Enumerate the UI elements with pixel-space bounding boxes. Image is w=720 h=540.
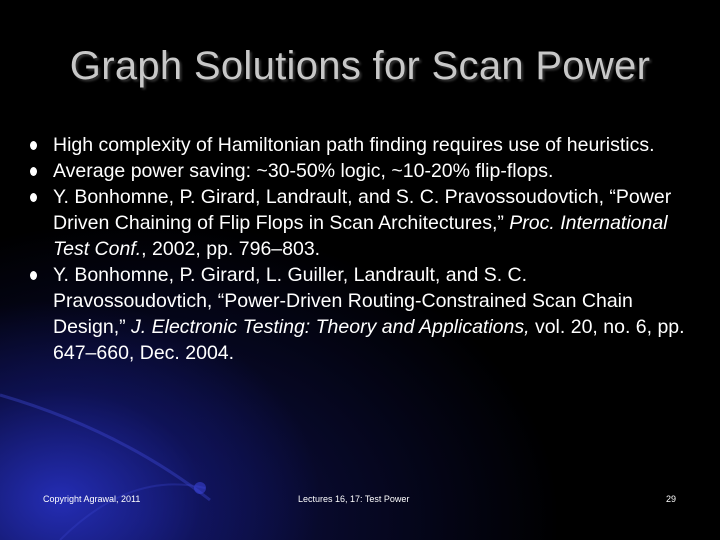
bullet-text: High complexity of Hamiltonian path finding requires use of heuristics. [53, 134, 655, 156]
footer-lecture: Lectures 16, 17: Test Power [298, 494, 410, 504]
bullet-dot-icon [30, 167, 37, 176]
slide-title: Graph Solutions for Scan Power [69, 44, 651, 88]
bullet-item [30, 262, 690, 366]
bullet-item [30, 158, 690, 184]
bullet-text-italic: J. Electronic Testing: Theory and Applications, [131, 316, 530, 338]
bullet-text: , 2002, pp. 796–803. [141, 238, 321, 260]
bullet-item [30, 132, 690, 158]
bullet-dot-icon [30, 271, 37, 280]
bullet-text: Y. Bonhomne, P. Girard, L. Guiller, Landrault, and S. C. Pravossoudovtich, “Power-Driven Routing-Constrained Scan Chain Design,” [53, 264, 633, 338]
bullet-text-italic: Proc. International Test Conf. [53, 212, 668, 260]
bullet-text: Y. Bonhomne, P. Girard, Landrault, and S. C. Pravossoudovtich, “Power Driven Chaining of Flip Flops in Scan Architectures,” [53, 186, 672, 234]
bullet-dot-icon [30, 141, 37, 150]
footer-page-number: 29 [666, 494, 677, 504]
footer-copyright: Copyright Agrawal, 2011 [43, 494, 141, 504]
bullet-text: vol. 20, no. 6, pp. 647–660, Dec. 2004. [53, 316, 685, 364]
bullet-dot-icon [30, 193, 37, 202]
bullet-text: Average power saving: ~30-50% logic, ~10-20% flip-flops. [53, 160, 554, 182]
bullet-list [30, 132, 690, 366]
bullet-item [30, 184, 690, 262]
